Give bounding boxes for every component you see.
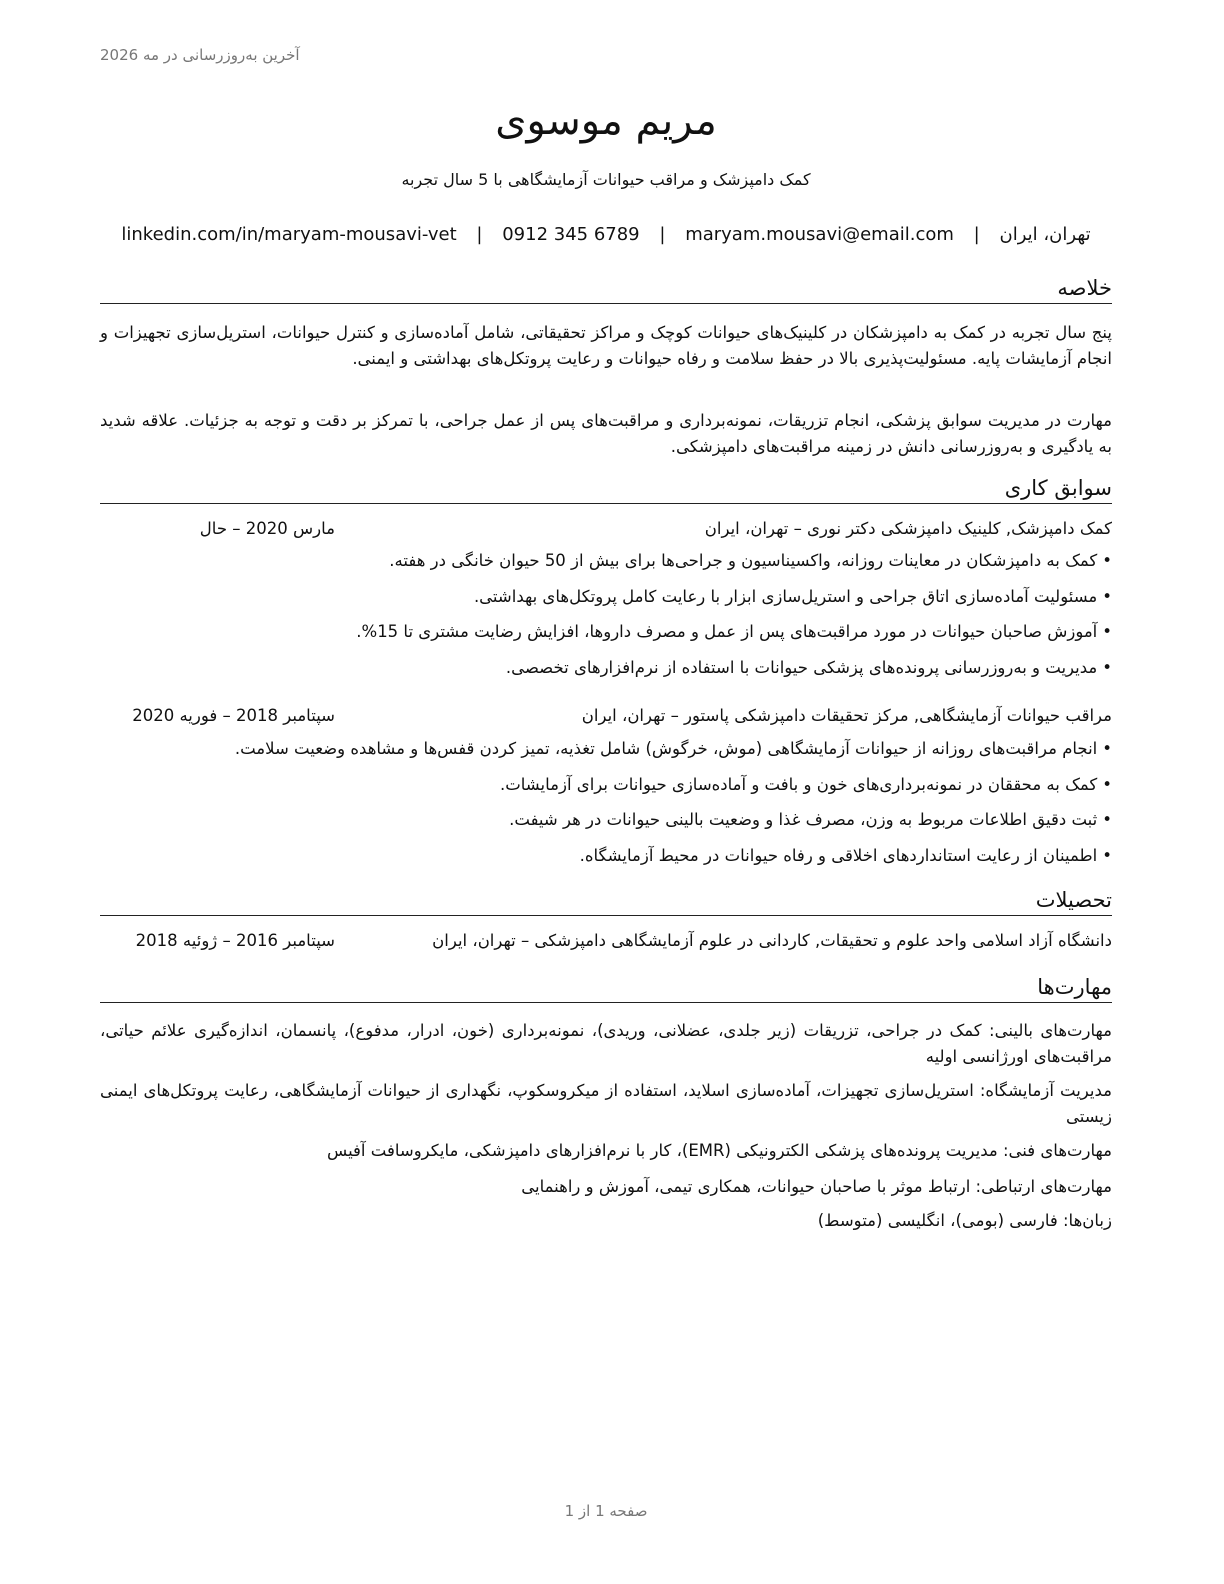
skill-item: مهارت‌های بالینی: کمک در جراحی، تزریقات (زیر جلدی، عضلانی، وریدی)، نمونه‌برداری (خون، ادرار، مدفوع)، پانسمان، اندازه‌گیری علائم حیاتی، مراقبت‌های اورژانسی اولیه [100,1021,1112,1066]
job-bullet: •ثبت دقیق اطلاعات مربوط به وزن، مصرف غذا و وضعیت بالینی حیوانات در هر شیفت. [509,810,1112,829]
bullet-icon: • [1102,586,1112,606]
job-header [100,706,1112,732]
job-bullet: •انجام مراقبت‌های روزانه از حیوانات آزمایشگاهی (موش، خرگوش) شامل تغذیه، تمیز کردن قفس‌ها و مشاهده وضعیت سلامت. [234,739,1112,758]
summary-heading: خلاصه [100,274,1112,304]
resume-page [100,0,1112,1584]
skills-heading: مهارت‌ها [100,973,1112,1003]
skill-item: زبان‌ها: فارسی (بومی)، انگلیسی (متوسط) [817,1211,1112,1230]
skill-item: مدیریت آزمایشگاه: استریل‌سازی تجهیزات، آماده‌سازی اسلاید، استفاده از میکروسکوپ، نگهداری از حیوانات آزمایشگاهی، رعایت پروتکل‌های ایمنی زیستی [100,1081,1112,1126]
job-title: کمک دامپزشک, کلینیک دامپزشکی دکتر نوری – تهران، ایران [704,519,1112,538]
bullet-icon: • [1102,551,1112,570]
job-bullet: •مدیریت و به‌روزرسانی پرونده‌های پزشکی حیوانات با استفاده از نرم‌افزارهای تخصصی. [505,657,1112,677]
bullet-icon: • [1102,845,1112,865]
bullet-icon: • [1102,657,1112,677]
contact-separator: | [973,224,980,245]
education-heading: تحصیلات [100,886,1112,916]
bullet-icon: • [1102,774,1112,794]
education-degree: دانشگاه آزاد اسلامی واحد علوم و تحقیقات, کاردانی در علوم آزمایشگاهی دامپزشکی – تهران، ایران [432,931,1112,950]
last-updated-note: آخرین به‌روزرسانی در مه 2026 [100,46,300,64]
job-bullets [100,548,1112,690]
bullet-icon: • [1102,739,1112,758]
job-bullet: •مسئولیت آماده‌سازی اتاق جراحی و استریل‌سازی ابزار با رعایت کامل پروتکل‌های بهداشتی. [473,586,1112,606]
job-header [100,519,1112,545]
summary-paragraph: مهارت در مدیریت سوابق پزشکی، انجام تزریقات، نمونه‌برداری و مراقبت‌های پس از عمل جراحی، با تمرکز بر دقت و توجه به جزئیات. علاقه شدید به یادگیری و به‌روزرسانی دانش در زمینه مراقبت‌های دامپزشکی. [100,411,1112,456]
contact-location: تهران، ایران [999,224,1091,245]
job-bullet: •کمک به دامپزشکان در معاینات روزانه، واکسیناسیون و جراحی‌ها برای بیش از 50 حیوان خانگی در هفته. [389,551,1112,570]
experience-heading: سوابق کاری [100,474,1112,504]
contact-email[interactable]: maryam.mousavi@email.com [685,224,954,245]
candidate-subtitle: کمک دامپزشک و مراقب حیوانات آزمایشگاهی با 5 سال تجربه [401,170,811,189]
education-dates: سپتامبر 2016 – ژوئیه 2018 [135,931,335,950]
bullet-icon: • [1102,810,1112,829]
job-dates: سپتامبر 2018 – فوریه 2020 [132,706,335,725]
job-bullet: •آموزش صاحبان حیوانات در مورد مراقبت‌های پس از عمل و مصرف داروها، افزایش رضایت مشتری تا 15%. [356,622,1112,641]
contact-line [100,224,1112,245]
contact-linkedin[interactable]: linkedin.com/in/maryam-mousavi-vet [121,224,457,245]
contact-separator: | [476,224,483,245]
job-dates: مارس 2020 – حال [199,519,335,538]
job-title: مراقب حیوانات آزمایشگاهی, مرکز تحقیقات دامپزشکی پاستور – تهران، ایران [581,706,1112,725]
contact-separator: | [659,224,666,245]
job-bullet: •اطمینان از رعایت استانداردهای اخلاقی و رفاه حیوانات در محیط آزمایشگاه. [579,845,1112,865]
summary-paragraph: پنج سال تجربه در کمک به دامپزشکان در کلینیک‌های حیوانات کوچک و مراکز تحقیقاتی، شامل آماده‌سازی و کنترل حیوانات، استریل‌سازی تجهیزات و انجام آزمایشات پایه. مسئولیت‌پذیری بالا در حفظ سلامت و رفاه حیوانات و رعایت پروتکل‌های بهداشتی و ایمنی. [100,323,1112,368]
skill-item: مهارت‌های ارتباطی: ارتباط موثر با صاحبان حیوانات، همکاری تیمی، آموزش و راهنمایی [521,1177,1112,1196]
candidate-name: مریم موسوی [495,98,717,144]
contact-phone[interactable]: 0912 345 6789 [502,224,640,245]
bullet-icon: • [1102,622,1112,641]
job-bullet: •کمک به محققان در نمونه‌برداری‌های خون و بافت و آماده‌سازی حیوانات برای آزمایشات. [500,774,1112,794]
job-bullets [100,736,1112,878]
skill-item: مهارت‌های فنی: مدیریت پرونده‌های پزشکی الکترونیکی (EMR)، کار با نرم‌افزارهای دامپزشکی، مایکروسافت آفیس [327,1141,1112,1160]
page-number: صفحه 1 از 1 [564,1502,648,1520]
education-entry [100,931,1112,957]
